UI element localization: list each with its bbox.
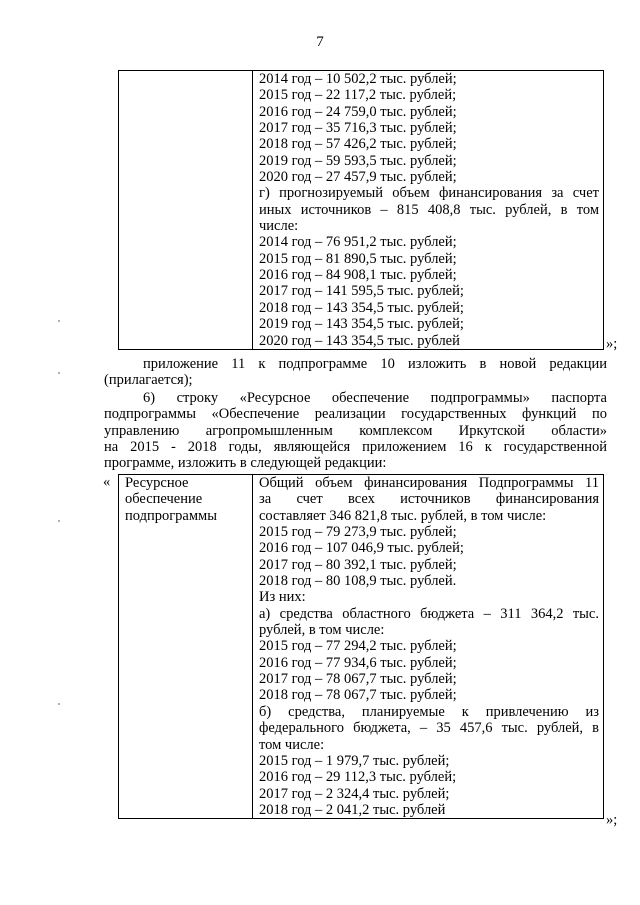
table2-line: 2016 год – 29 112,3 тыс. рублей;	[259, 769, 457, 786]
table2-line: 2018 год – 80 108,9 тыс. рублей.	[259, 573, 457, 590]
table1-line: иных источников – 815 408,8 тыс. рублей, в том	[259, 201, 599, 218]
table2-line: 2017 год – 2 324,4 тыс. рублей;	[259, 785, 450, 802]
table2-line: Общий объем финансирования Подпрограммы 11	[259, 475, 599, 491]
table1-line: 2015 год – 81 890,5 тыс. рублей;	[259, 250, 457, 267]
table2-left-cell	[119, 475, 253, 819]
table1-right-cell	[253, 71, 604, 350]
resource-provision-table	[118, 474, 604, 819]
table2-line: 2015 год – 77 294,2 тыс. рублей;	[259, 638, 457, 655]
table2-line: Из них:	[259, 589, 306, 606]
row-heading-line: Ресурсное	[125, 475, 189, 491]
table2-line: 2018 год – 2 041,2 тыс. рублей	[259, 801, 446, 818]
page-number: 7	[316, 34, 324, 50]
table2-line: за счет всех источников финансирования	[259, 491, 599, 508]
table1-line: 2018 год – 57 426,2 тыс. рублей;	[259, 136, 457, 153]
table2-line: 2017 год – 80 392,1 тыс. рублей;	[259, 556, 457, 573]
table2-line: 2015 год – 1 979,7 тыс. рублей;	[259, 752, 450, 769]
table1-line: числе:	[259, 218, 299, 235]
table2-right-cell	[253, 475, 604, 819]
table2-line: 2015 год – 79 273,9 тыс. рублей;	[259, 524, 457, 541]
paragraph-line: подпрограммы «Обеспечение реализации государственных функций по	[104, 406, 607, 423]
table2-line: 2016 год – 107 046,9 тыс. рублей;	[259, 540, 464, 557]
table2-line: 2016 год – 77 934,6 тыс. рублей;	[259, 654, 457, 671]
table1-line: 2017 год – 141 595,5 тыс. рублей;	[259, 283, 464, 300]
table1-line: 2015 год – 22 117,2 тыс. рублей;	[259, 87, 457, 104]
table1-line: 2014 год – 10 502,2 тыс. рублей;	[259, 71, 457, 87]
paragraph-line: 6) строку «Ресурсное обеспечение подпрограммы» паспорта	[143, 390, 607, 406]
table2-line: том числе:	[259, 736, 325, 753]
table2-line: 2018 год – 78 067,7 тыс. рублей;	[259, 687, 457, 704]
table1-line: 2020 год – 143 354,5 тыс. рублей	[259, 332, 460, 349]
table1-line: 2017 год – 35 716,3 тыс. рублей;	[259, 120, 457, 137]
table1-line: 2019 год – 59 593,5 тыс. рублей;	[259, 152, 457, 169]
table1-line: 2018 год – 143 354,5 тыс. рублей;	[259, 299, 464, 316]
paragraph-line: (прилагается);	[104, 372, 193, 389]
table2-opening-quote: «	[103, 474, 111, 490]
table2-closing-quote: »;	[606, 812, 618, 828]
table1-line: 2014 год – 76 951,2 тыс. рублей;	[259, 234, 457, 251]
paragraph-appendix-11	[104, 356, 607, 389]
table2-line: составляет 346 821,8 тыс. рублей, в том числе:	[259, 507, 547, 524]
table1-line: 2016 год – 24 759,0 тыс. рублей;	[259, 103, 457, 120]
paragraph-line: программе, изложить в следующей редакции:	[104, 455, 387, 472]
table2-line: б) средства, планируемые к привлечению из	[259, 703, 599, 720]
table1-closing-quote: »;	[606, 336, 618, 352]
table1-left-cell	[119, 71, 253, 350]
paragraph-item-6	[104, 390, 607, 472]
table1-line: 2016 год – 84 908,1 тыс. рублей;	[259, 267, 457, 284]
funding-table-continued	[118, 70, 604, 350]
table2-line: рублей, в том числе:	[259, 622, 385, 639]
row-heading-line: подпрограммы	[125, 507, 217, 524]
table2-line: 2017 год – 78 067,7 тыс. рублей;	[259, 671, 457, 688]
table2-line: а) средства областного бюджета – 311 364,2 тыс.	[259, 605, 599, 622]
table1-line: 2020 год – 27 457,9 тыс. рублей;	[259, 169, 457, 186]
paragraph-line: на 2015 - 2018 годы, являющейся приложением 16 к государственной	[104, 439, 607, 456]
table1-line: 2019 год – 143 354,5 тыс. рублей;	[259, 316, 464, 333]
paragraph-line: управлению агропромышленным комплексом Иркутской области»	[104, 422, 607, 439]
table2-line: федерального бюджета, – 35 457,6 тыс. рублей, в	[259, 720, 599, 737]
paragraph-line: приложение 11 к подпрограмме 10 изложить в новой редакции	[143, 356, 607, 372]
row-heading-line: обеспечение	[125, 491, 203, 508]
table1-line: г) прогнозируемый объем финансирования за счет	[259, 185, 599, 202]
